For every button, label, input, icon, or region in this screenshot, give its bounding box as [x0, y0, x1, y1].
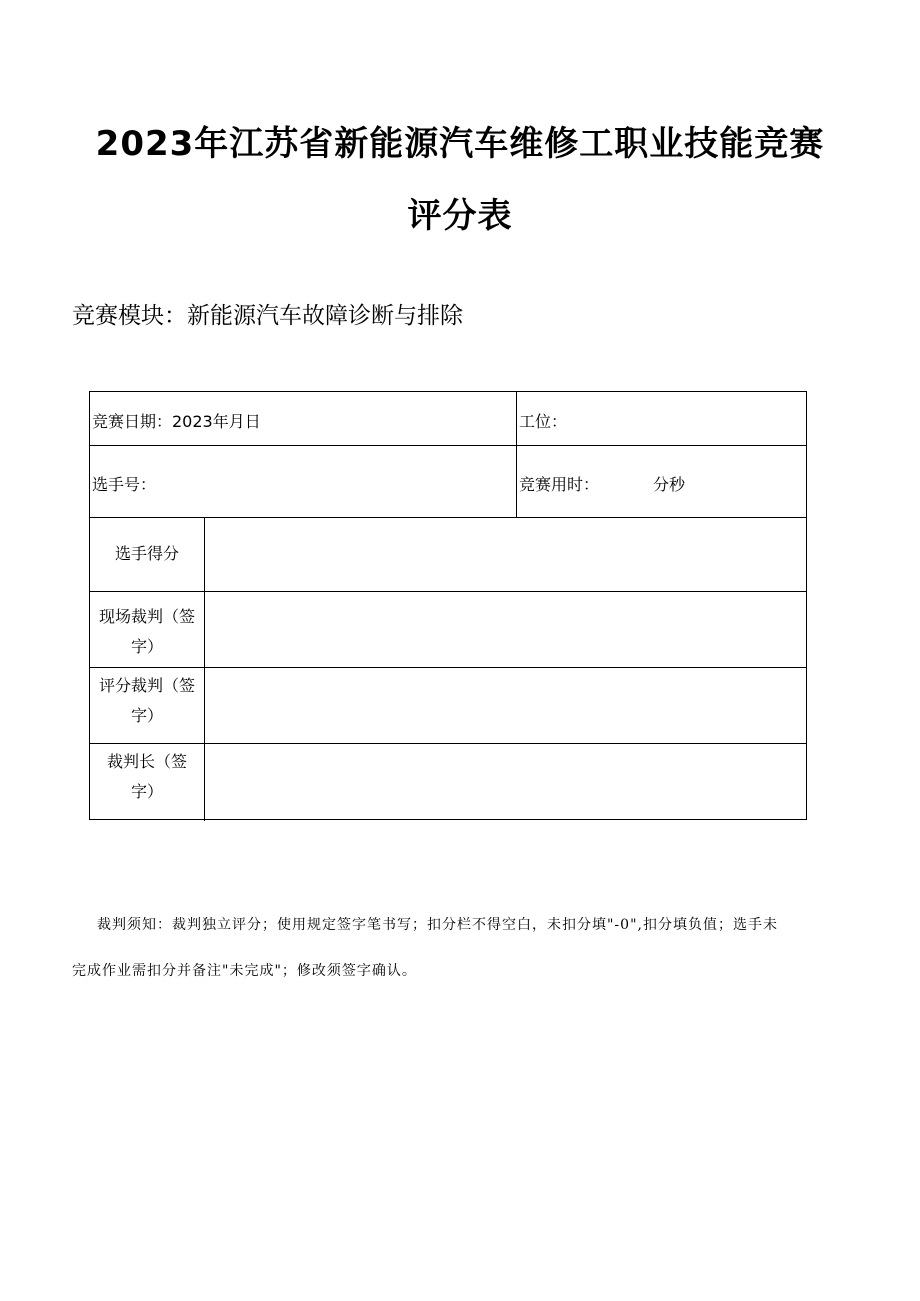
competition-date-label: 竞赛日期：2023年月日 [92, 412, 261, 431]
scoring-judge-signature-label-line2: 字） [130, 706, 163, 725]
row-divider [90, 743, 806, 744]
scoring-judge-signature-label-line1: 评分裁判（签 [98, 676, 195, 695]
row-divider [90, 591, 806, 592]
contestant-score-label: 选手得分 [114, 544, 179, 563]
time-unit-label: 分秒 [653, 475, 686, 494]
onsite-judge-signature-label-line2: 字） [130, 637, 163, 656]
row-divider [90, 517, 806, 518]
judge-notice-line2: 完成作业需扣分并备注"未完成"；修改须签字确认。 [72, 963, 417, 979]
row-divider [90, 445, 806, 446]
time-used-label: 竞赛用时： [519, 475, 600, 494]
column-divider [204, 517, 205, 821]
column-divider [516, 392, 517, 517]
onsite-judge-signature-label-line1: 现场裁判（签 [98, 607, 195, 626]
contestant-number-label: 选手号： [92, 475, 157, 494]
judge-notice-line1: 裁判须知：裁判独立评分；使用规定签字笔书写；扣分栏不得空白，未扣分填"-0",扣分填负值；选手未 [97, 917, 778, 933]
document-title-line2: 评分表 [407, 196, 513, 236]
chief-judge-signature-label-line1: 裁判长（签 [106, 752, 187, 771]
competition-module: 竞赛模块：新能源汽车故障诊断与排除 [72, 303, 463, 329]
row-divider [90, 667, 806, 668]
station-label: 工位： [519, 412, 568, 431]
document-title-line1: 2023年江苏省新能源汽车维修工职业技能竞赛 [95, 124, 825, 164]
scoring-form-table [89, 391, 807, 820]
chief-judge-signature-label-line2: 字） [130, 782, 163, 801]
